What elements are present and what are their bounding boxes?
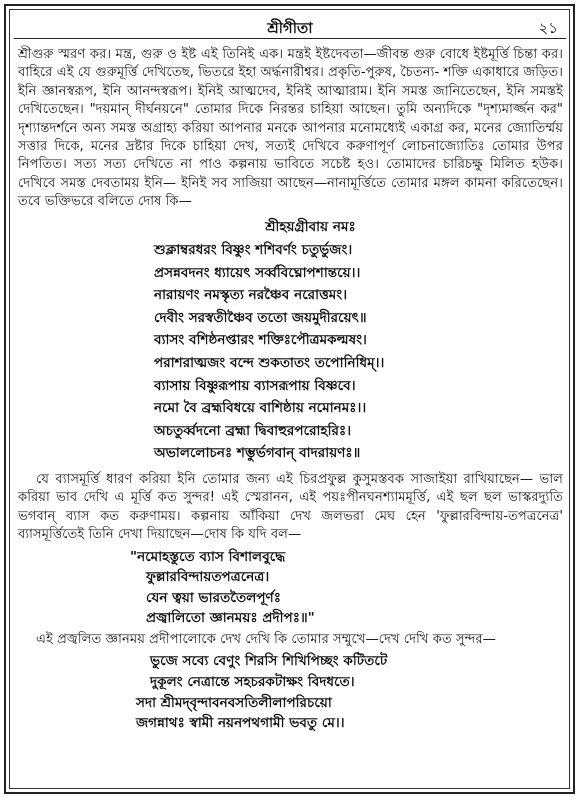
paragraph-lamp: এই প্রজ্বলিত জ্ঞানময় প্রদীপালোকে দেখ দেখি কি তোমার সম্মুখে—দেখ দেখি কত সুন্দর— <box>36 632 496 647</box>
text-line: 'ফুল্লারবিন্দায়-তপত্রনেত্র' ব্যাসমূর্ত্তিতেই তিনি দেখা দিয়াছেন—দোষ কি যদি বল— <box>18 508 563 543</box>
verse-line: দেবীং সরস্বতীঞ্চৈব ততো জয়মুদীরয়েৎ॥ <box>154 309 367 326</box>
text-line: চিন্তা কর। বাহিরে এই যে গুরুমূর্ত্তি দেখিতেছ, ভিতরে ইহা অর্দ্ধনারীশ্বর। প্রকৃতি-পুরুষ, চৈতন্য- <box>18 47 563 81</box>
song-line: ভুজে সব্যে বেণুং শিরসি শিখিপিচ্ছং কটিতটে <box>150 653 388 670</box>
song-line: দুকূলং নেত্রান্তে সহচরকটাক্ষং বিদধতে। <box>150 674 355 690</box>
page-content <box>18 46 563 734</box>
verse-line: শুক্লাম্বরধরং বিষ্ণুং শশিবর্ণং চতুর্ভুজং। <box>154 242 353 259</box>
quote-line: ফুল্লারবিন্দায়তপত্রনেত্র। <box>146 569 270 586</box>
song-line: সদা শ্রীমদ্‌বৃন্দাবনবসতিলীলাপরিচয়ো <box>136 694 332 711</box>
text-line: শ্রীগুরু স্মরণ কর। মন্ত্র, গুরু ও ইষ্ট এই তিনিই এক। মন্ত্রই ইষ্টদেবতা—জীবন্ত গুরু বোধে ইষ্টমূর্ত্তি <box>18 47 514 62</box>
text-line: যে ব্যাসমূর্ত্তি ধারণ করিয়া ইনি তোমার জন্য এই চিরপ্রফুল্ল কুসুমস্তবক সাজাইয়া রাখিয়াছেন— <box>36 472 540 487</box>
song-line: জগন্নাথঃ স্বামী নয়নপথগামী ভবতু মে।। <box>136 715 345 732</box>
paragraph-intro <box>18 46 563 212</box>
text-line: ছল ভাস্করদ্যুতি ভগবান্‌ ব্যাস কত করুণাময়। কল্পনায় আঁকিয়া দেখ জলভরা মেঘ হেন <box>18 490 563 524</box>
text-line: সত্যই দেখিবে করুণাপূর্ণ লোচনাজ্যোতিঃ তোমার উপর নিপতিত। সত্য সত্য দেখিতে না পাও <box>18 139 563 173</box>
text-line: ইনিই সব সাজিয়া আছেন—নানামূর্ত্তিতে তোমার মঙ্গল কামনা করিতেছেন। তবে ভক্তিভরে বলিতে <box>18 175 563 210</box>
header-divider <box>14 38 566 39</box>
page-number: ২১ <box>538 19 558 37</box>
quote-line: প্রজ্বালিতো জ্ঞানময়ঃ প্রদীপঃ॥" <box>146 610 315 627</box>
verse-line: অচতুর্ব্বদনো ব্রহ্মা দ্বিবাহুরপরোহরিঃ। <box>154 422 352 439</box>
verse-line: প্রসন্নবদনং ধ্যায়েৎ সর্ব্ববিঘ্নোপশান্তয়ে।। <box>154 264 361 281</box>
verse-title: শ্রীহয়গ্রীবায় নমঃ <box>265 218 356 235</box>
vyasa-quote <box>18 547 563 629</box>
text-line: কল্পনায় ভাবিতে সচেষ্ট হও। তোমাদের চারিচক্ষু মিলিত হউক। দেখিবে সমস্ত দেবতাময় ইনি— <box>18 157 563 191</box>
verse-line: নারায়ণং নমস্কৃত্য নরঞ্চৈব নরোত্তমং। <box>154 287 348 304</box>
quote-line: "নমোহস্তুতে ব্যাস বিশালবুদ্ধে <box>130 548 286 565</box>
verse-line: পরাশরাত্মজং বন্দে শুকতাতং তপোনিধিম্‌।। <box>154 355 385 372</box>
book-title: শ্রীগীতা <box>267 19 313 37</box>
verse-line: নমো বৈ ব্রহ্মবিধয়ে বাশিষ্ঠায় নমোনমঃ।। <box>154 400 367 417</box>
text-line: দোষ কি— <box>138 194 192 210</box>
page-header <box>14 16 566 38</box>
verse-line: অভাললোচনঃ শম্ভুর্ভগবান্‌ বাদরায়ণঃ॥ <box>154 445 361 462</box>
text-line: আছেন। তুমি অন্যদিকে "দৃশ্যমার্জ্জন কর" দৃশ্যান্তদর্শনে অন্য সমস্ত অগ্রাহ্য করিয়া আপনার মনকে <box>18 102 563 136</box>
paragraph-vyasa <box>18 471 563 545</box>
verse-line: ব্যাসায় বিষ্ণুরূপায় ব্যাসরূপায় বিষ্ণবে। <box>154 377 356 394</box>
jagannath-verse <box>18 651 563 733</box>
text-line: ভাল করিয়া ভাব দেখি এ মূর্ত্তি কত সুন্দর! এই স্মেরানন, এই পয়ঃপীনঘনশ্যামমূর্ত্তি, এই ছল <box>18 472 563 506</box>
verse-line: ব্যাসং বশিষ্ঠনপ্তারং শক্তিঃপৌত্রমকল্মষং। <box>154 332 367 349</box>
sanskrit-verse <box>18 218 563 465</box>
quote-line: যেন ত্বয়া ভারততৈলপূর্ণঃ <box>146 589 282 606</box>
text-line: আপনার মনোমধ্যেই একাগ্র কর, মনের জ্যোতির্ম্ময় সত্তার দিকে, মনের দ্রষ্টার দিকে চাহিয়া দেখ, <box>18 120 563 155</box>
text-line: সমস্ত জানিতেছেন, ইনি সমস্তই দেখিতেছেন। "দয়মান্‌ দীর্ঘনয়নে" তোমার দিকে নিরন্তর চাহিয়া <box>18 83 563 118</box>
text-line: শক্তি একাধারে জড়িত। ইনি জ্ঞানস্বরূপ, ইনি আনন্দস্বরূপ। ইনিই আত্মদেব, ইনিই আত্মারাম। ইনি <box>18 65 563 99</box>
